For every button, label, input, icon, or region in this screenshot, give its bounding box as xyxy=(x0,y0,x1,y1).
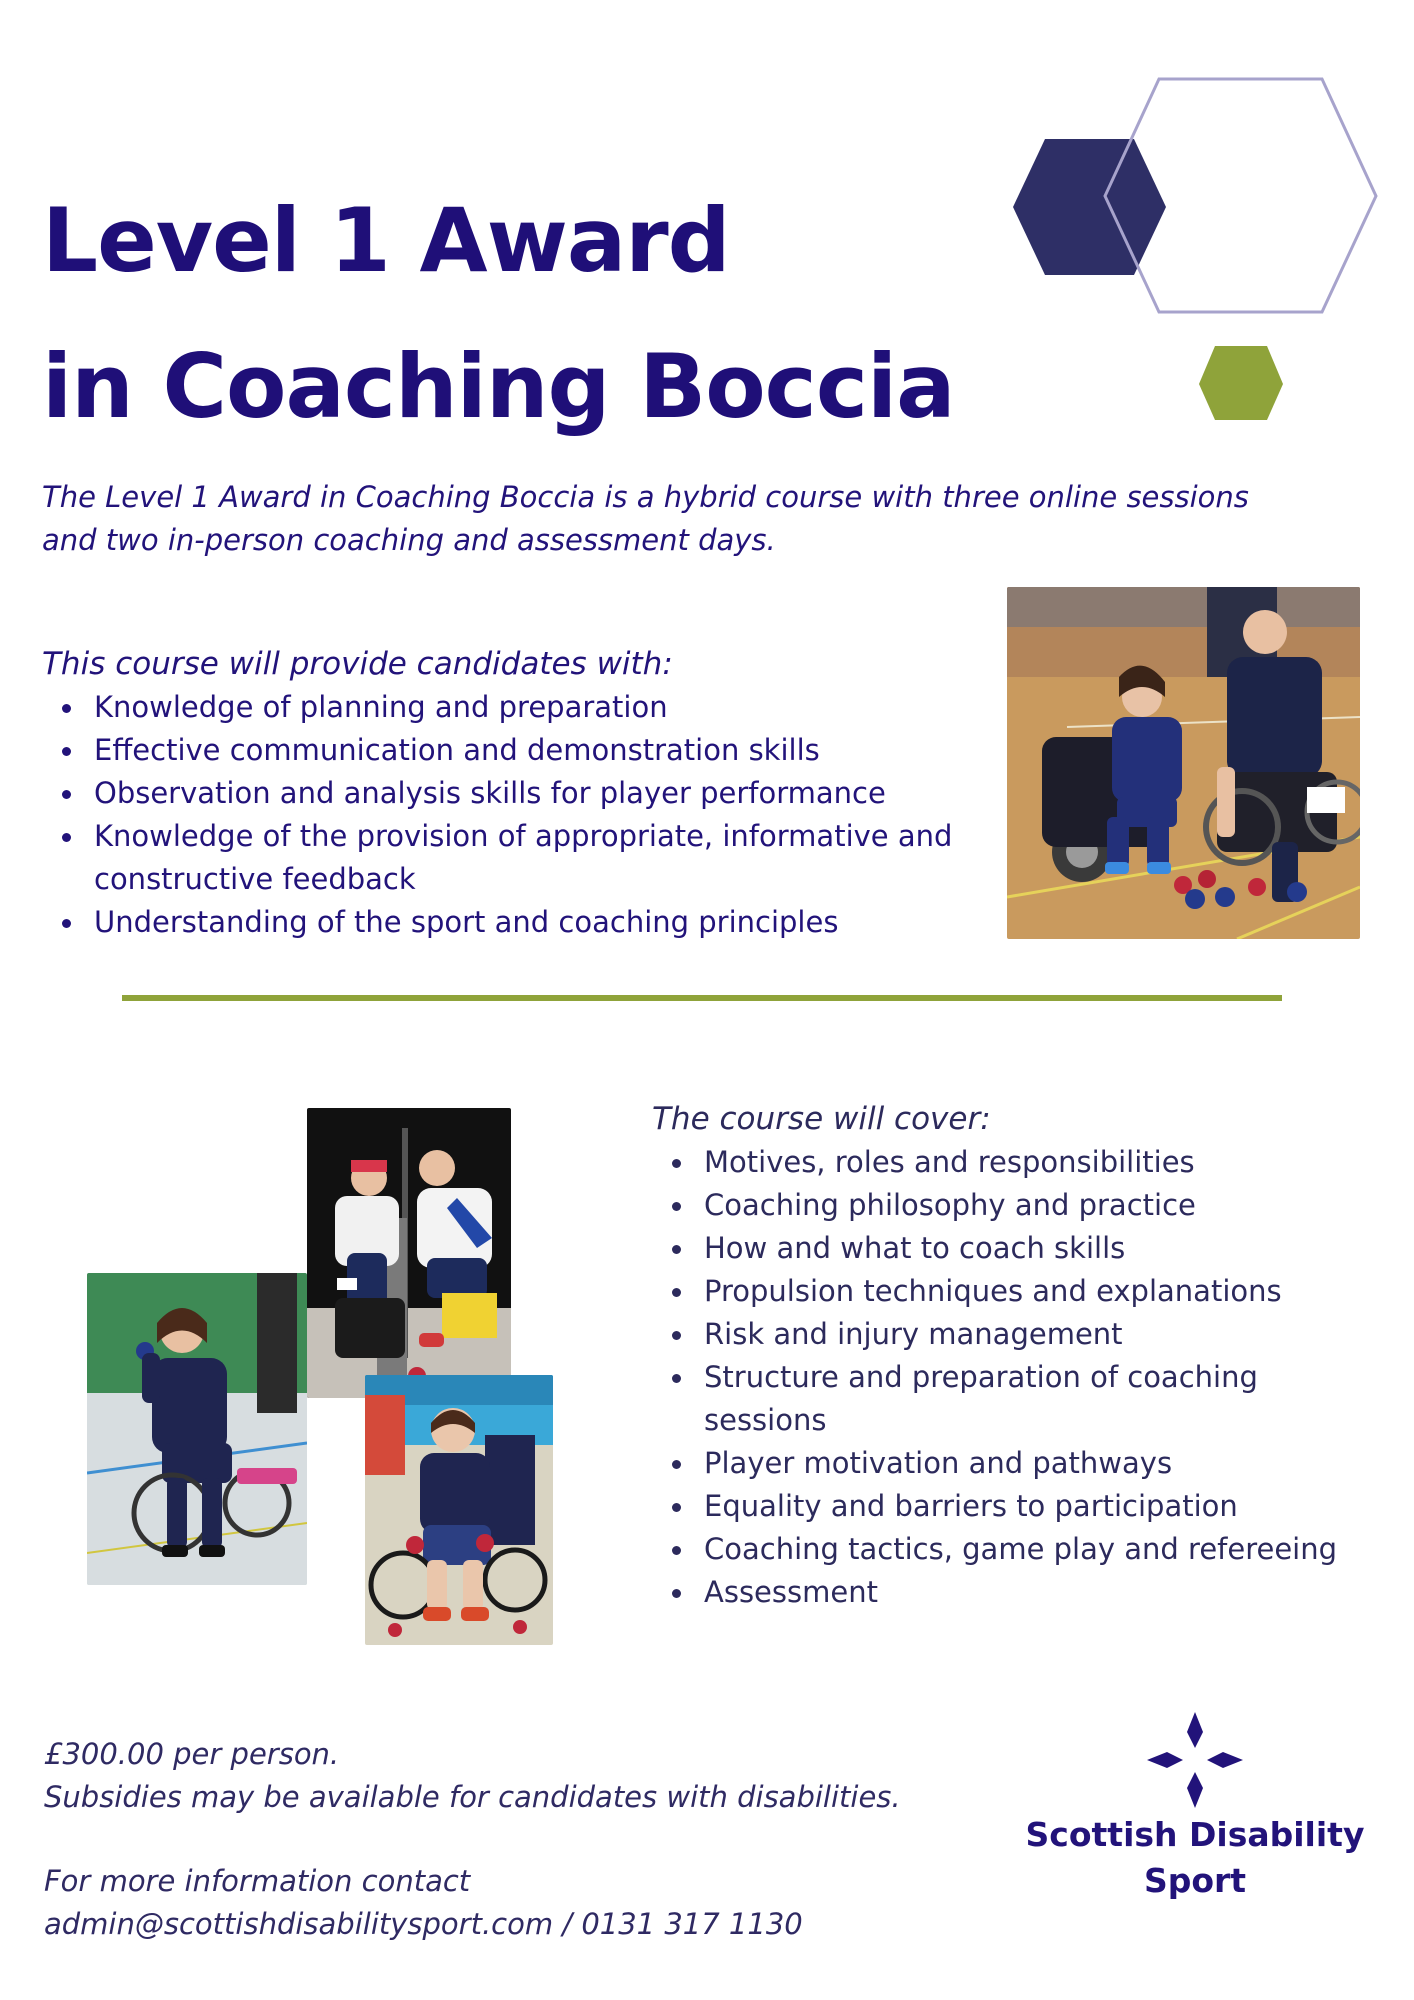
sds-logo-icon xyxy=(1145,1710,1245,1810)
cover-heading: The course will cover: xyxy=(652,1101,991,1137)
list-item: Equality and barriers to participation xyxy=(652,1485,1337,1528)
intro-line-2: and two in-person coaching and assessment days. xyxy=(42,523,776,557)
list-item: Coaching philosophy and practice xyxy=(652,1184,1337,1227)
section-divider xyxy=(122,995,1282,1001)
bullet-icon xyxy=(672,1503,681,1512)
list-item: Knowledge of planning and preparation xyxy=(42,686,952,729)
list-item: Player motivation and pathways xyxy=(652,1442,1337,1485)
bullet-icon xyxy=(62,747,71,756)
photo-boccia-players xyxy=(1007,587,1360,939)
title-line-2: in Coaching Boccia xyxy=(42,335,955,438)
logo-line-1: Scottish Disability xyxy=(1025,1815,1365,1854)
photo-young-player xyxy=(365,1375,553,1645)
bullet-icon xyxy=(62,919,71,928)
cover-section xyxy=(652,1098,1337,1614)
bullet-icon xyxy=(672,1331,681,1340)
provide-section xyxy=(42,643,952,944)
bullet-icon xyxy=(672,1546,681,1555)
logo-wordmark xyxy=(995,1812,1395,1904)
bullet-icon xyxy=(672,1202,681,1211)
bullet-icon xyxy=(672,1374,681,1383)
list-item: Motives, roles and responsibilities xyxy=(652,1141,1337,1184)
cover-list xyxy=(652,1141,1337,1614)
list-item: Knowledge of the provision of appropriate, informative and constructive feedback xyxy=(42,815,952,901)
bullet-icon xyxy=(672,1245,681,1254)
bullet-icon xyxy=(672,1460,681,1469)
intro-line-1: The Level 1 Award in Coaching Boccia is a hybrid course with three online sessions xyxy=(42,480,1249,514)
list-item: How and what to coach skills xyxy=(652,1227,1337,1270)
photo-coach-and-player xyxy=(307,1108,511,1398)
list-item: Coaching tactics, game play and refereeing xyxy=(652,1528,1337,1571)
footer-info xyxy=(44,1733,901,1946)
bullet-icon xyxy=(62,790,71,799)
title-line-1: Level 1 Award xyxy=(42,189,730,292)
list-item: Assessment xyxy=(652,1571,1337,1614)
bullet-icon xyxy=(672,1589,681,1598)
intro-text xyxy=(42,476,1342,562)
list-item: Effective communication and demonstration skills xyxy=(42,729,952,772)
bullet-icon xyxy=(62,833,71,842)
photo-player-throwing xyxy=(87,1273,307,1585)
price-text: £300.00 per person. xyxy=(44,1737,340,1771)
subsidy-text: Subsidies may be available for candidates with disabilities. xyxy=(44,1780,901,1814)
provide-list xyxy=(42,686,952,944)
list-item: Structure and preparation of coaching sessions xyxy=(652,1356,1337,1442)
green-hexagon xyxy=(1199,346,1283,420)
list-item: Risk and injury management xyxy=(652,1313,1337,1356)
contact-details: admin@scottishdisabilitysport.com / 0131 317 1130 xyxy=(44,1907,803,1941)
bullet-icon xyxy=(672,1288,681,1297)
list-item: Understanding of the sport and coaching principles xyxy=(42,901,952,944)
bullet-icon xyxy=(672,1159,681,1168)
page-title xyxy=(42,168,955,460)
bullet-icon xyxy=(62,704,71,713)
logo-line-2: Sport xyxy=(1143,1861,1247,1900)
provide-heading: This course will provide candidates with: xyxy=(42,646,673,682)
list-item: Propulsion techniques and explanations xyxy=(652,1270,1337,1313)
dark-hexagon xyxy=(1013,139,1166,275)
list-item: Observation and analysis skills for player performance xyxy=(42,772,952,815)
contact-label: For more information contact xyxy=(44,1864,471,1898)
